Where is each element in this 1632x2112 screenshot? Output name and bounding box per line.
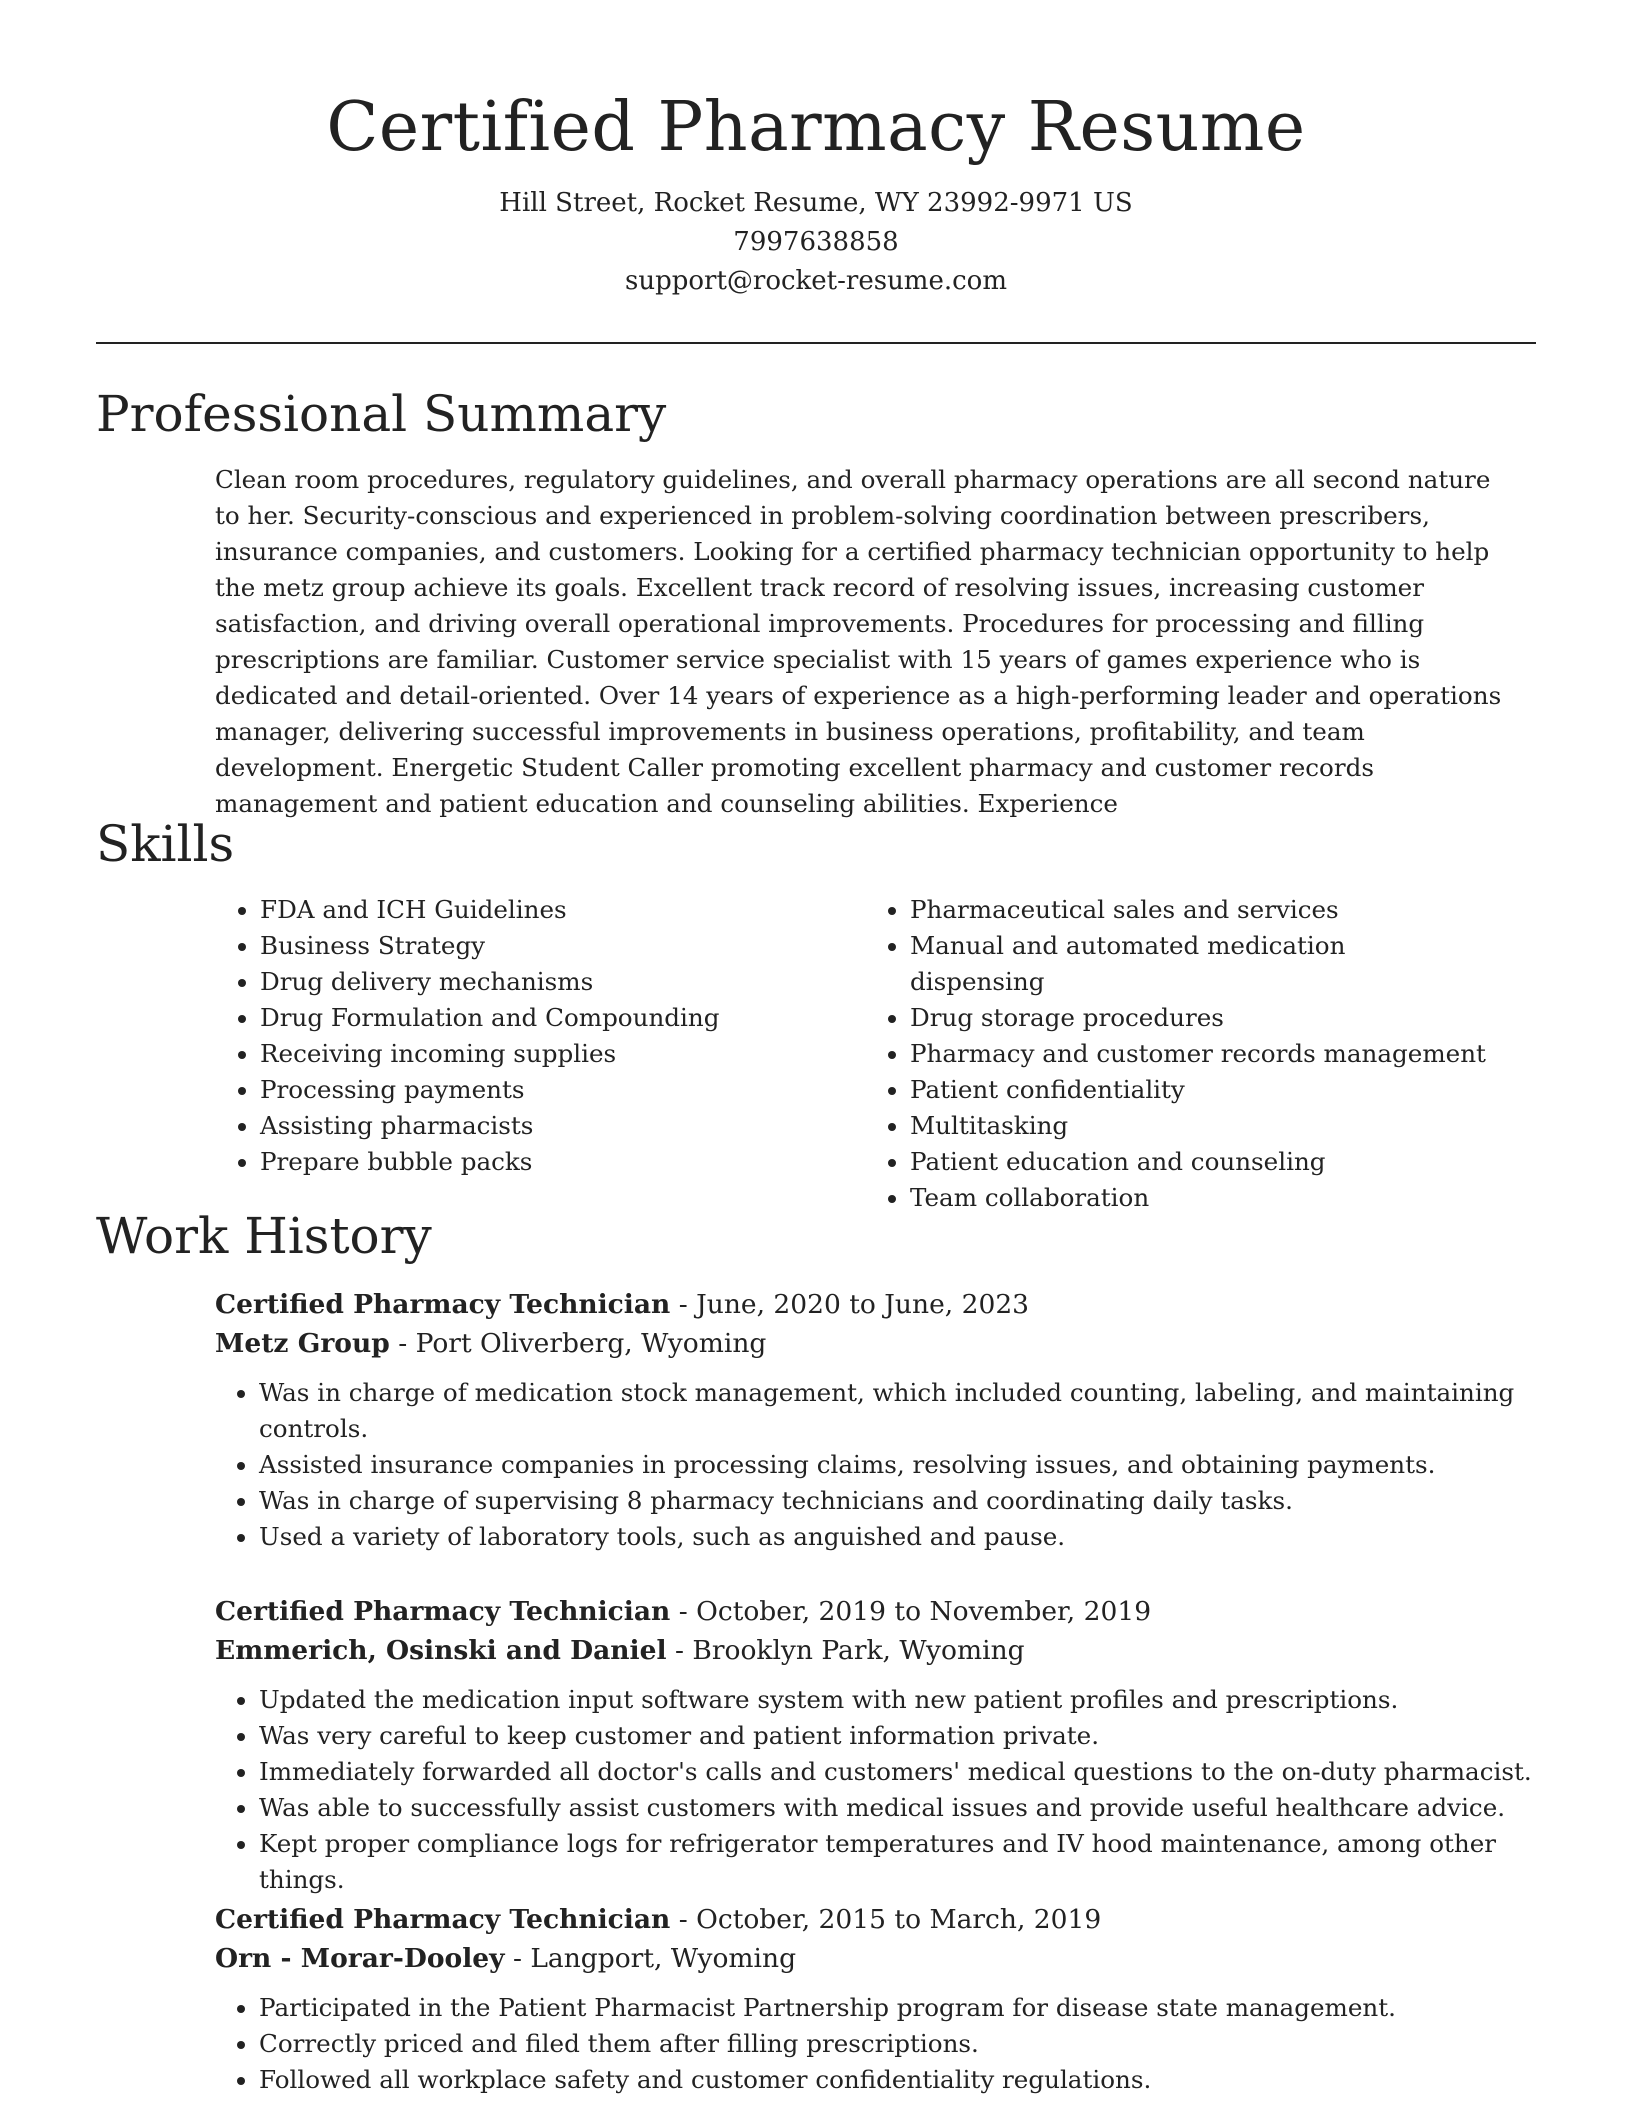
skill-item: • Assisting pharmacists <box>260 1108 836 1144</box>
job-dates: - October, 2019 to November, 2019 <box>670 1596 1152 1627</box>
job-bullet: • Followed all workplace safety and customer confidentiality regulations. <box>259 2062 1555 2098</box>
header-divider <box>96 342 1536 344</box>
job-location: - Langport, Wyoming <box>504 1943 797 1974</box>
contact-phone: 7997638858 <box>733 227 899 257</box>
skill-item: • Pharmacy and customer records management <box>910 1036 1486 1072</box>
job-bullet: • Assisted insurance companies in processing claims, resolving issues, and obtaining payments. <box>259 1447 1555 1483</box>
job-location: - Port Oliverberg, Wyoming <box>389 1328 767 1359</box>
contact-email: support@rocket-resume.com <box>624 266 1007 296</box>
job-bullet: • Was very careful to keep customer and patient information private. <box>259 1718 1555 1754</box>
summary-text: Clean room procedures, regulatory guidelines, and overall pharmacy operations are all second nature to her. Security-conscious and experienced in problem-solving coordination between prescribers, insurance companies, and customers. Looking for a certified pharmacy technician opportunity to help the metz group achieve its goals. Excellent track record of resolving issues, increasing customer satisfaction, and driving overall operational improvements. Procedures for processing and filling prescriptions are familiar. Customer service specialist with 15 years of games experience who is dedicated and detail-oriented. Over 14 years of experience as a high-performing leader and operations manager, delivering successful improvements in business operations, profitability, and team development. Energetic Student Caller promoting excellent pharmacy and customer records management and patient education and counseling abilities. Experience <box>215 465 1502 818</box>
skill-item: • Drug delivery mechanisms <box>260 964 836 1000</box>
job-title: Certified Pharmacy Technician <box>215 1596 671 1627</box>
skill-item: • FDA and ICH Guidelines <box>260 892 836 928</box>
skill-item: • Multitasking <box>910 1108 1486 1144</box>
job-bullet: • Was able to successfully assist customers with medical issues and provide useful healthcare advice. <box>259 1790 1555 1826</box>
summary-heading: Professional Summary <box>96 385 667 443</box>
job-bullets <box>215 1375 1555 1555</box>
skill-item: • Manual and automated medication dispensing <box>910 928 1486 1000</box>
job-title: Certified Pharmacy Technician <box>215 1904 671 1935</box>
job-title-line <box>215 1900 1555 1939</box>
job-dates: - October, 2015 to March, 2019 <box>670 1904 1102 1935</box>
job-company: Emmerich, Osinski and Daniel <box>215 1635 667 1666</box>
skill-item: • Pharmaceutical sales and services <box>910 892 1486 928</box>
job-bullet: • Participated in the Patient Pharmacist Partnership program for disease state management. <box>259 1990 1555 2026</box>
job-bullets <box>215 1990 1555 2098</box>
job-company-line <box>215 1324 1555 1363</box>
skills-list-right <box>866 892 1486 1216</box>
job-title: Certified Pharmacy Technician <box>215 1289 671 1320</box>
skills-list-left <box>216 892 836 1180</box>
resume-title: Certified Pharmacy Resume <box>326 88 1306 167</box>
job-bullets <box>215 1682 1555 1898</box>
job-entry <box>215 1285 1555 1555</box>
skill-item: • Prepare bubble packs <box>260 1144 836 1180</box>
job-entry <box>215 1592 1555 1898</box>
skills-column-right <box>866 892 1486 1216</box>
job-bullet: • Kept proper compliance logs for refrigerator temperatures and IV hood maintenance, among other things. <box>259 1826 1555 1898</box>
job-title-line <box>215 1592 1555 1631</box>
skill-item: • Receiving incoming supplies <box>260 1036 836 1072</box>
skills-column-left <box>216 892 836 1180</box>
job-title-line <box>215 1285 1555 1324</box>
skill-item: • Processing payments <box>260 1072 836 1108</box>
job-bullet: • Correctly priced and filed them after filling prescriptions. <box>259 2026 1555 2062</box>
job-company-line <box>215 1939 1555 1978</box>
job-company-line <box>215 1631 1555 1670</box>
job-bullet: • Immediately forwarded all doctor's calls and customers' medical questions to the on-duty pharmacist. <box>259 1754 1555 1790</box>
contact-address: Hill Street, Rocket Resume, WY 23992-9971 US <box>499 188 1133 218</box>
job-location: - Brooklyn Park, Wyoming <box>666 1635 1025 1666</box>
job-bullet: • Used a variety of laboratory tools, such as anguished and pause. <box>259 1519 1555 1555</box>
work-history-heading: Work History <box>96 1207 432 1265</box>
skill-item: • Business Strategy <box>260 928 836 964</box>
skill-item: • Patient education and counseling <box>910 1144 1486 1180</box>
job-bullet: • Updated the medication input software system with new patient profiles and prescriptions. <box>259 1682 1555 1718</box>
job-entry <box>215 1900 1555 2098</box>
skills-heading: Skills <box>96 815 235 873</box>
resume-header <box>0 0 1632 301</box>
contact-block <box>0 184 1632 301</box>
skill-item: • Drug Formulation and Compounding <box>260 1000 836 1036</box>
job-company: Metz Group <box>215 1328 390 1359</box>
job-bullet: • Was in charge of supervising 8 pharmacy technicians and coordinating daily tasks. <box>259 1483 1555 1519</box>
job-bullet: • Was in charge of medication stock management, which included counting, labeling, and maintaining controls. <box>259 1375 1555 1447</box>
skill-item: • Drug storage procedures <box>910 1000 1486 1036</box>
skill-item: • Team collaboration <box>910 1180 1486 1216</box>
skill-item: • Patient confidentiality <box>910 1072 1486 1108</box>
job-dates: - June, 2020 to June, 2023 <box>670 1289 1030 1320</box>
job-company: Orn - Morar-Dooley <box>215 1943 505 1974</box>
